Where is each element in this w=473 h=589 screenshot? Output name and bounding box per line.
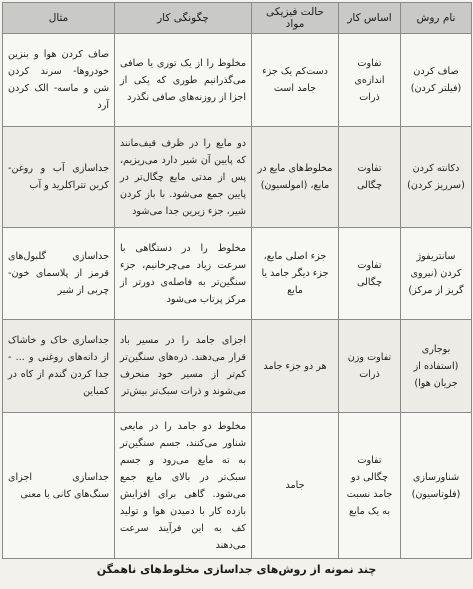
table-row [3,127,472,228]
table-row [3,34,472,127]
table-row [3,320,472,413]
header-procedure: چگونگی کار [115,3,252,34]
method-basis: تفاوت اندازه‌ی ذرات [339,34,401,127]
header-example: مثال [3,3,115,34]
physical-state: جزء اصلی مایع، جزء دیگر جامد یا مایع [252,228,339,320]
method-name: سانتریفوژ کردن (نیروی گریز از مرکز) [401,228,472,320]
method-basis: تفاوت وزن ذرات [339,320,401,413]
example: جداسازی خاک و خاشاک از دانه‌های روغنی و ... - جدا کردن گندم از کاه در کمباین [3,320,115,413]
table-row [3,413,472,559]
example: جداسازی اجزای سنگ‌های کانی با معنی [3,413,115,559]
separation-methods-table [2,2,472,559]
example: صاف کردن هوا و بنزین خودروها- سرند کردن شن و ماسه- الک کردن آرد [3,34,115,127]
procedure: مخلوط را از یک توری یا صافی می‌گذرانیم طوری که یکی از اجزا از روزنه‌های صافی نگذرد [115,34,252,127]
physical-state: جامد [252,413,339,559]
header-basis: اساس کار [339,3,401,34]
header-physical-state: حالت فیزیکی مواد [252,3,339,34]
example: جداسازی گلبول‌های قرمز از پلاسمای خون- چربی از شیر [3,228,115,320]
header-method: نام روش [401,3,472,34]
procedure: اجزای جامد را در مسیر باد قرار می‌دهند. ذره‌های سنگین‌تر کم‌تر از مسیر خود منحرف می‌شوند و ذرات سبک‌تر بیش‌تر [115,320,252,413]
method-name: بوجاری (استفاده از جریان هوا) [401,320,472,413]
physical-state: مخلوط‌های مایع در مایع، (امولسیون) [252,127,339,228]
procedure: مخلوط دو جامد را در مایعی شناور می‌کنند، جسم سنگین‌تر به ته مایع می‌رود و جسم سبک‌تر در بالای مایع جمع می‌شود. گاهی برای افزایش بازده کار با دمیدن هوا و تولید کف به این فرآیند سرعت می‌دهند [115,413,252,559]
method-basis: تفاوت چگالی [339,127,401,228]
physical-state: هر دو جزء جامد [252,320,339,413]
method-basis: تفاوت چگالی [339,228,401,320]
example: جداسازی آب و روغن- کربن تتراکلرید و آب [3,127,115,228]
method-name: دکانته کردن (سرریز کردن) [401,127,472,228]
table-caption: چند نمونه از روش‌های جداسازی مخلوط‌های ناهمگن [96,563,377,576]
method-name: شناورسازی (فلوتاسیون) [401,413,472,559]
method-basis: تفاوت چگالی دو جامد نسبت به یک مایع [339,413,401,559]
table-header-row [3,3,472,34]
table-row [3,228,472,320]
method-name: صاف کردن (فیلتر کردن) [401,34,472,127]
procedure: مخلوط را در دستگاهی با سرعت زیاد می‌چرخانیم، جزء سنگین‌تر به فاصله‌ی دورتر از مرکز پرتاب می‌شود [115,228,252,320]
physical-state: دست‌کم یک جزء جامد است [252,34,339,127]
procedure: دو مایع را در ظرف قیف‌مانند که پایین آن شیر دارد می‌ریزیم، پس از مدتی مایع چگال‌تر در پایین جمع می‌شود. با باز کردن شیر، جزء زیرین جدا می‌شود [115,127,252,228]
